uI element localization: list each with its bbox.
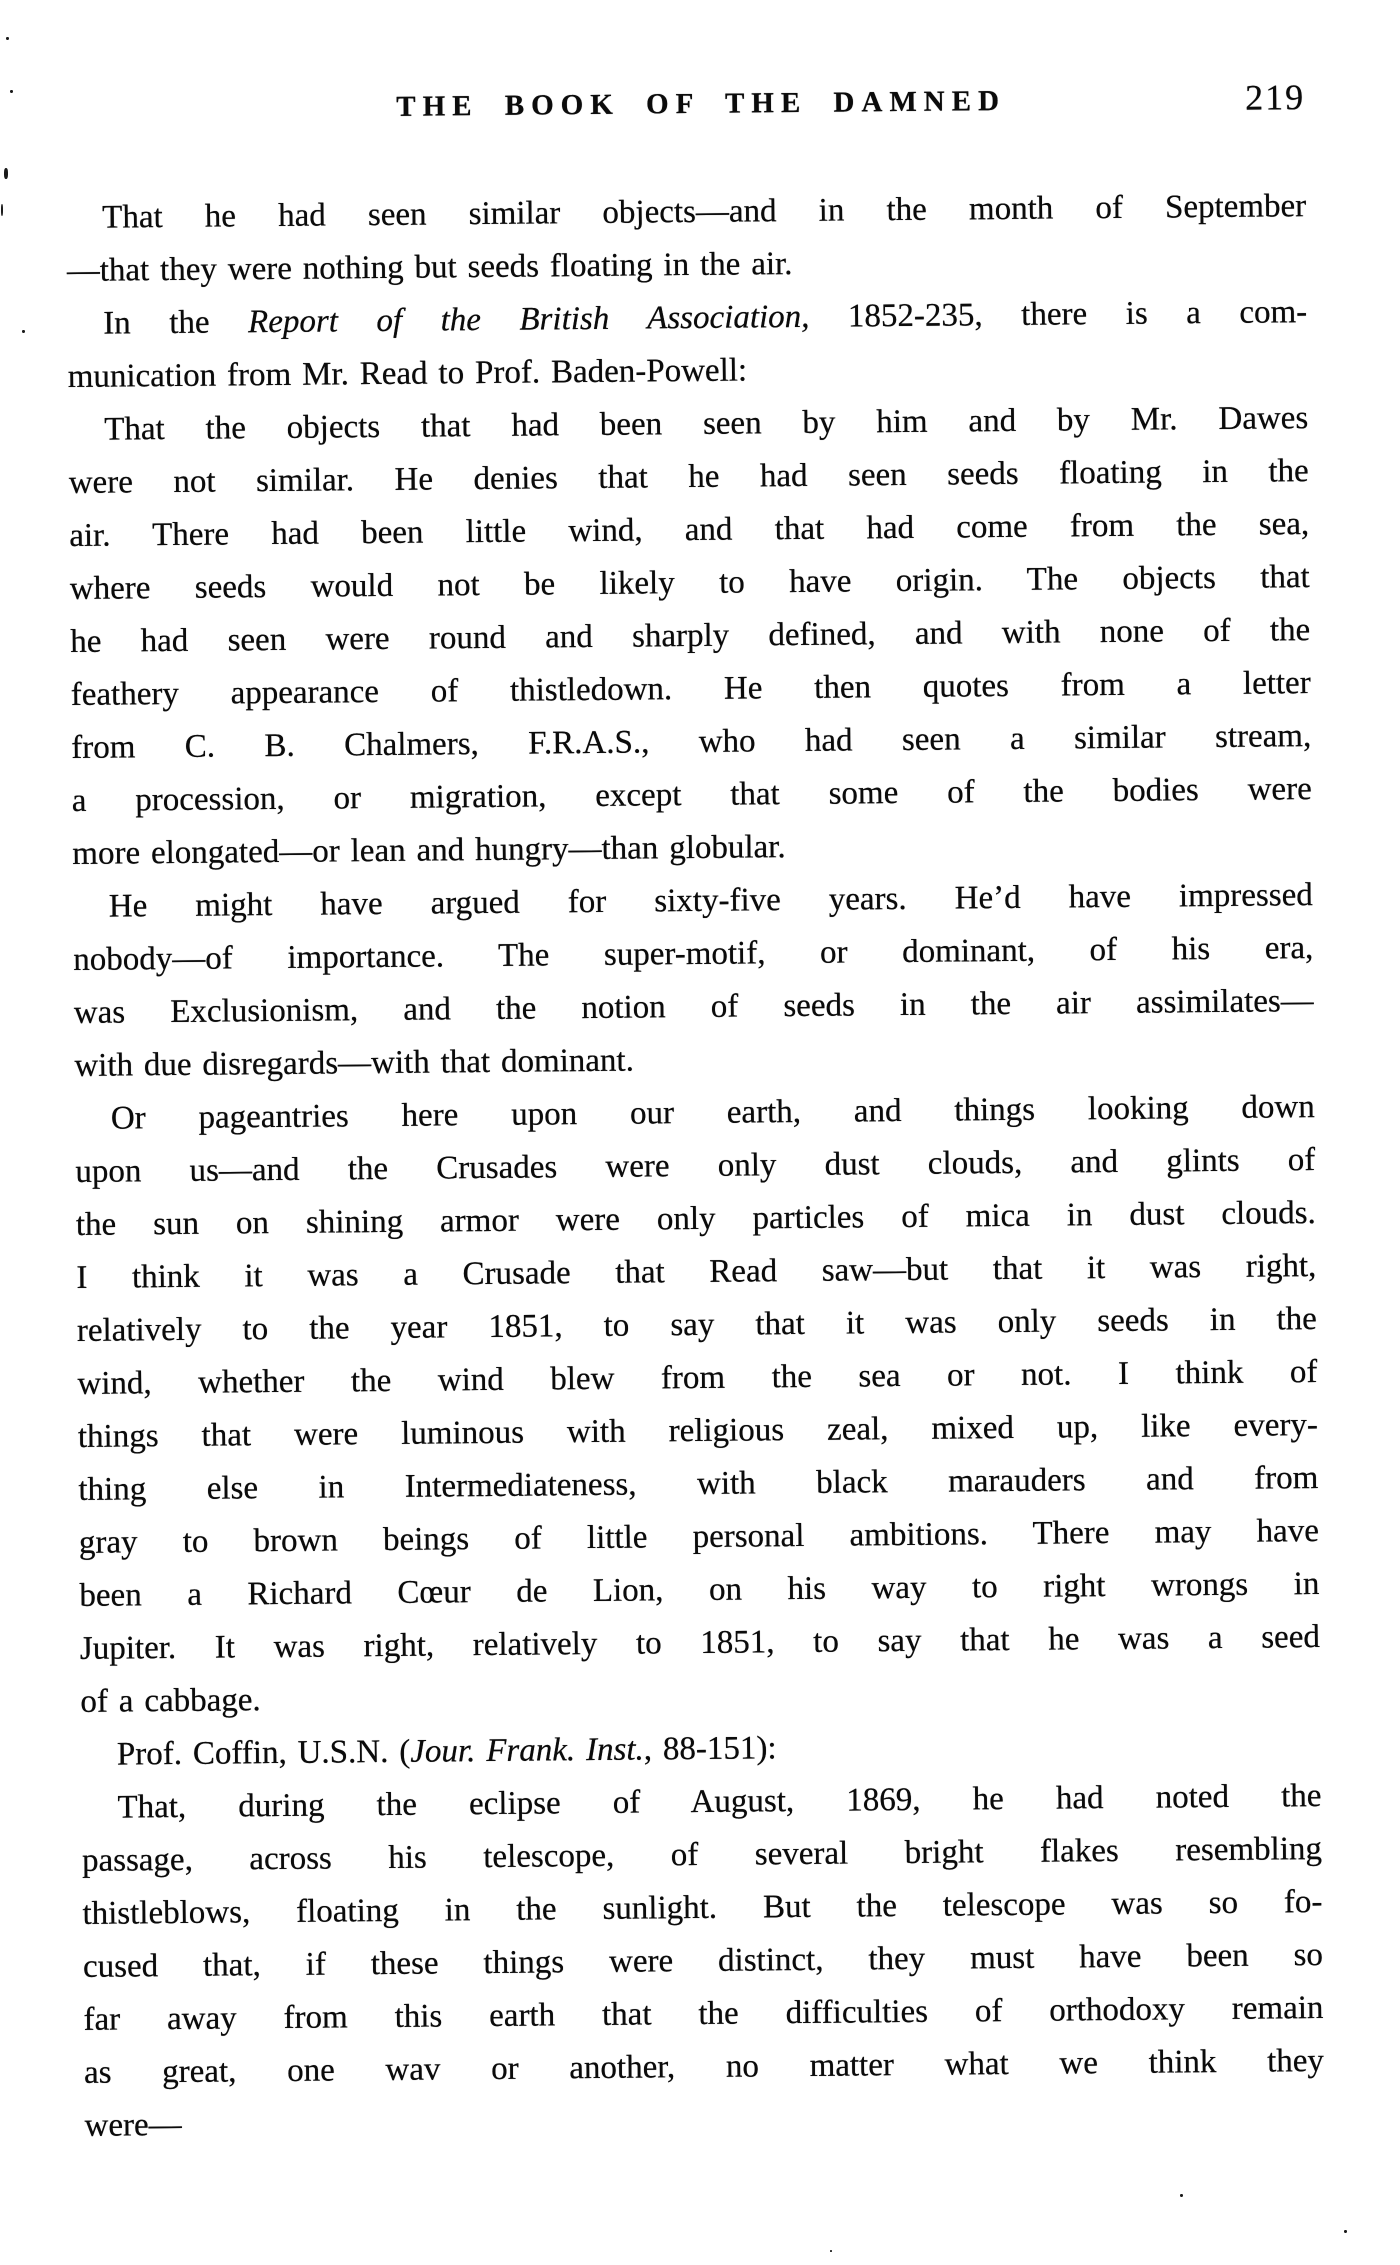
body-text: been a Richard Cœur de Lion, on his way to right wrongs in xyxy=(79,1566,1320,1614)
body-text: nobody—of importance. The super-motif, or dominant, of his era, xyxy=(73,930,1314,978)
body-text: of a cabbage. xyxy=(80,1682,261,1720)
body-text: , 88-151): xyxy=(643,1730,777,1768)
paragraph xyxy=(73,869,1315,1093)
body-text: I think it was a Crusade that Read saw—but that it was right, xyxy=(76,1248,1317,1296)
body-text: In the xyxy=(103,304,249,342)
body-text: the sun on shining armor were only particles of mica in dust clouds. xyxy=(75,1195,1316,1243)
scan-speck xyxy=(4,168,8,179)
body-text: far away from this earth that the difficulties of orthodoxy remain xyxy=(83,1990,1324,2038)
paragraph xyxy=(81,1770,1325,2153)
page xyxy=(65,77,1325,2153)
body-text: 1852-235, there is a com- xyxy=(809,294,1308,335)
body-text: gray to brown beings of little personal ambitions. There may have xyxy=(78,1513,1320,1561)
paragraph xyxy=(66,180,1307,298)
body-text: from C. B. Chalmers, F.R.A.S., who had seen a similar stream, xyxy=(71,718,1312,766)
body-text: —that they were nothing but seeds floating in the air. xyxy=(66,246,793,289)
body-text: That, during the eclipse of August, 1869, he had noted the xyxy=(117,1778,1322,1826)
body-text: where seeds would not be likely to have origin. The objects that xyxy=(69,559,1310,607)
page-number: 219 xyxy=(1244,77,1306,118)
italic-text: Report of the British Association, xyxy=(247,298,810,341)
paragraph xyxy=(68,392,1313,881)
body-text: with due disregards—with that dominant. xyxy=(74,1042,635,1084)
body-text: thing else in Intermediateness, with black marauders and from xyxy=(78,1460,1319,1508)
scan-speck xyxy=(1344,2230,1347,2233)
italic-text: Jour. Frank. Inst. xyxy=(410,1731,644,1770)
body-text: he had seen were round and sharply defined, and with none of the xyxy=(70,612,1311,660)
paragraph xyxy=(67,286,1308,404)
body-text: feathery appearance of thistledown. He then quotes from a letter xyxy=(70,665,1311,713)
body-text: munication from Mr. Read to Prof. Baden-Powell: xyxy=(67,352,748,395)
body-text: Prof. Coffin, U.S.N. ( xyxy=(116,1733,411,1773)
body-text: was Exclusionism, and the notion of seeds in the air assimilates— xyxy=(73,983,1314,1031)
scan-speck xyxy=(22,330,25,333)
page-title: THE BOOK OF THE DAMNED xyxy=(396,84,1007,123)
scan-speck xyxy=(6,37,9,40)
paragraph xyxy=(75,1081,1321,1729)
body-text: That the objects that had been seen by him and by Mr. Dawes xyxy=(104,400,1309,448)
scan-speck xyxy=(1180,2194,1183,2197)
body-text: were not similar. He denies that he had seen seeds floating in the xyxy=(68,453,1309,501)
body-text: were— xyxy=(84,2106,182,2144)
body-text: passage, across his telescope, of several bright flakes resembling xyxy=(81,1831,1323,1879)
body-text: wind, whether the wind blew from the sea or not. I think of xyxy=(77,1354,1318,1402)
body-text: upon us—and the Crusades were only dust clouds, and glints of xyxy=(75,1142,1316,1190)
body-text: He might have argued for sixty-five years. He’d have impressed xyxy=(108,877,1313,925)
body-text: Jupiter. It was right, relatively to 1851, to say that he was a seed xyxy=(79,1619,1321,1667)
running-head xyxy=(65,77,1306,136)
scan-speck xyxy=(10,90,13,93)
body-text: a procession, or migration, except that some of the bodies were xyxy=(71,771,1312,819)
body-text: more elongated—or lean and hungry—than globular. xyxy=(72,829,786,872)
scan-speck xyxy=(1,204,3,216)
body-text: as great, one wav or another, no matter what we think they xyxy=(83,2043,1325,2091)
body-text: relatively to the year 1851, to say that it was only seeds in the xyxy=(76,1301,1318,1349)
body-text: cused that, if these things were distinct, they must have been so xyxy=(82,1937,1324,1985)
body-text: That he had seen similar objects—and in the month of September xyxy=(102,188,1307,236)
body-text: thistleblows, floating in the sunlight. But the telescope was so fo- xyxy=(82,1884,1323,1932)
scan-speck xyxy=(830,2250,832,2252)
body-text: air. There had been little wind, and that had come from the sea, xyxy=(69,506,1310,554)
body-text: Or pageantries here upon our earth, and things looking down xyxy=(110,1089,1315,1137)
body-text: things that were luminous with religious zeal, mixed up, like every- xyxy=(77,1407,1319,1455)
page-body xyxy=(66,180,1325,2153)
